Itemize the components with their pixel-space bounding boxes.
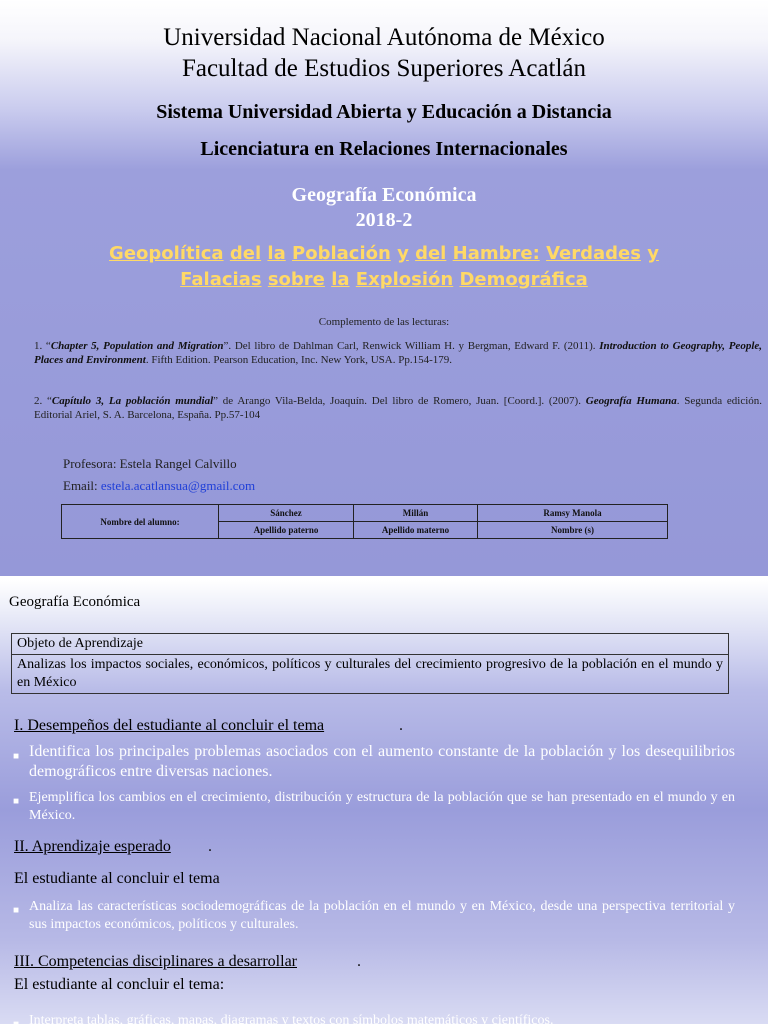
section-3-heading: III. Competencias disciplinares a desarrollar [14, 953, 297, 970]
topic-line-1 [0, 241, 768, 267]
topic-word: la [267, 243, 286, 264]
bullet-text: Interpreta tablas, gráficas, mapas, diagramas y textos con símbolos matemáticos y científicos. [29, 1013, 554, 1028]
section-3-bullet-1 [13, 1012, 735, 1030]
topic-line-2 [0, 267, 768, 293]
surname-paternal-value: Sánchez [219, 505, 354, 522]
complement-label: Complemento de las lecturas: [318, 316, 450, 328]
surname-maternal-header: Apellido materno [354, 522, 478, 539]
topic-title [0, 241, 768, 293]
reference-1 [34, 339, 762, 367]
topic-word: y [397, 243, 409, 264]
table-row [62, 505, 668, 522]
section-1-heading-period: . [399, 717, 403, 734]
reference-1-num: 1. “ [34, 340, 51, 352]
section-1-bullet-1 [13, 742, 735, 782]
reference-2-tail: . Segunda edición. Editorial Ariel, S. A. Barcelona, España. Pp.57-104 [34, 395, 763, 421]
section-2-heading: II. Aprendizaje esperado [14, 838, 171, 855]
email-line [63, 478, 255, 494]
bullet-text: Ejemplifica los cambios en el crecimiento, distribución y estructura de la población que se han presentado en el mundo y en México. [29, 790, 735, 823]
topic-word: y [647, 243, 659, 264]
topic-word: Población [292, 243, 391, 264]
topic-word: Demográfica [459, 269, 588, 290]
learning-object-table [11, 633, 729, 694]
university-title [0, 22, 768, 84]
section-1-heading: I. Desempeños del estudiante al concluir el tema [14, 717, 325, 734]
email-label: Email: [63, 478, 101, 493]
student-label-cell: Nombre del alumno: [62, 505, 219, 539]
faculty-name: Facultad de Estudios Superiores Acatlán [181, 55, 587, 82]
bullet-icon: ■ [13, 751, 20, 762]
system-subtitle: Sistema Universidad Abierta y Educación a Distancia [156, 101, 612, 123]
bullet-icon: ■ [13, 796, 20, 807]
given-name-header: Nombre (s) [478, 522, 668, 539]
reference-1-book: Introduction to Geography, People, Places and Environment [34, 340, 763, 366]
student-name-table [61, 504, 668, 539]
section-3-heading-period: . [357, 953, 361, 970]
professor-name: Profesora: Estela Rangel Calvillo [63, 456, 237, 471]
reference-2-mid: ” de Arango Vila-Belda, Joaquín. Del libro de Romero, Juan. [Coord.]. (2007). [213, 395, 581, 407]
topic-word: Geopolítica [109, 243, 224, 264]
bullet-icon: ■ [13, 905, 20, 916]
course-name: Geografía Económica [291, 184, 477, 206]
reference-2-title: Capítulo 3, La población mundial [51, 395, 214, 407]
topic-word: sobre [267, 269, 325, 290]
surname-paternal-header: Apellido paterno [219, 522, 354, 539]
reference-2 [34, 394, 762, 422]
reference-2-book: Geografía Humana [585, 395, 677, 407]
surname-maternal-value: Millán [354, 505, 478, 522]
topic-word: del [229, 243, 262, 264]
table-row [12, 655, 729, 694]
section-2-intro: El estudiante al concluir el tema [14, 870, 220, 887]
reference-1-tail: . Fifth Edition. Pearson Education, Inc. New York, USA. Pp.154-179. [145, 354, 452, 366]
email-link[interactable]: estela.acatlansua@gmail.com [100, 478, 256, 493]
bullet-text: Analiza las características sociodemográficas de la población en el mundo y en México, desde una perspectiva territorial y sus impactos económicos, políticos y culturales. [29, 899, 735, 932]
given-name-value: Ramsy Manola [478, 505, 668, 522]
reference-1-title: Chapter 5, Population and Migration [50, 340, 224, 352]
course-period: 2018-2 [355, 209, 413, 231]
reference-2-num: 2. “ [34, 395, 52, 407]
section-2-bullet-1 [13, 898, 735, 934]
bullet-icon: ■ [13, 1019, 20, 1030]
reference-1-mid: ”. Del libro de Dahlman Carl, Renwick William H. y Bergman, Edward F. (2011). [223, 340, 596, 352]
section-3-intro: El estudiante al concluir el tema: [14, 976, 225, 993]
university-name: Universidad Nacional Autónoma de México [163, 24, 605, 51]
topic-word: Falacias [180, 269, 262, 290]
program-subtitle: Licenciatura en Relaciones Internacionales [200, 138, 568, 160]
learning-objectives-slide [0, 580, 768, 1030]
objective-label: Objeto de Aprendizaje [12, 634, 729, 655]
bullet-text: Identifica los principales problemas asociados con el aumento constante de la población y los desequilibrios demográficos entre diversas naciones. [29, 743, 735, 780]
section-1-bullet-2 [13, 789, 735, 825]
table-row [12, 634, 729, 655]
topic-word: la [331, 269, 350, 290]
section-2-heading-period: . [208, 838, 212, 855]
topic-word: Hambre: [452, 243, 540, 264]
objective-text: Analizas los impactos sociales, económicos, políticos y culturales del crecimiento progresivo de la población en el mundo y en México [12, 655, 729, 694]
topic-word: Verdades [546, 243, 641, 264]
topic-word: del [415, 243, 447, 264]
slide-title: Geografía Económica [9, 594, 141, 610]
topic-word: Explosión [355, 269, 454, 290]
course-block [0, 183, 768, 233]
